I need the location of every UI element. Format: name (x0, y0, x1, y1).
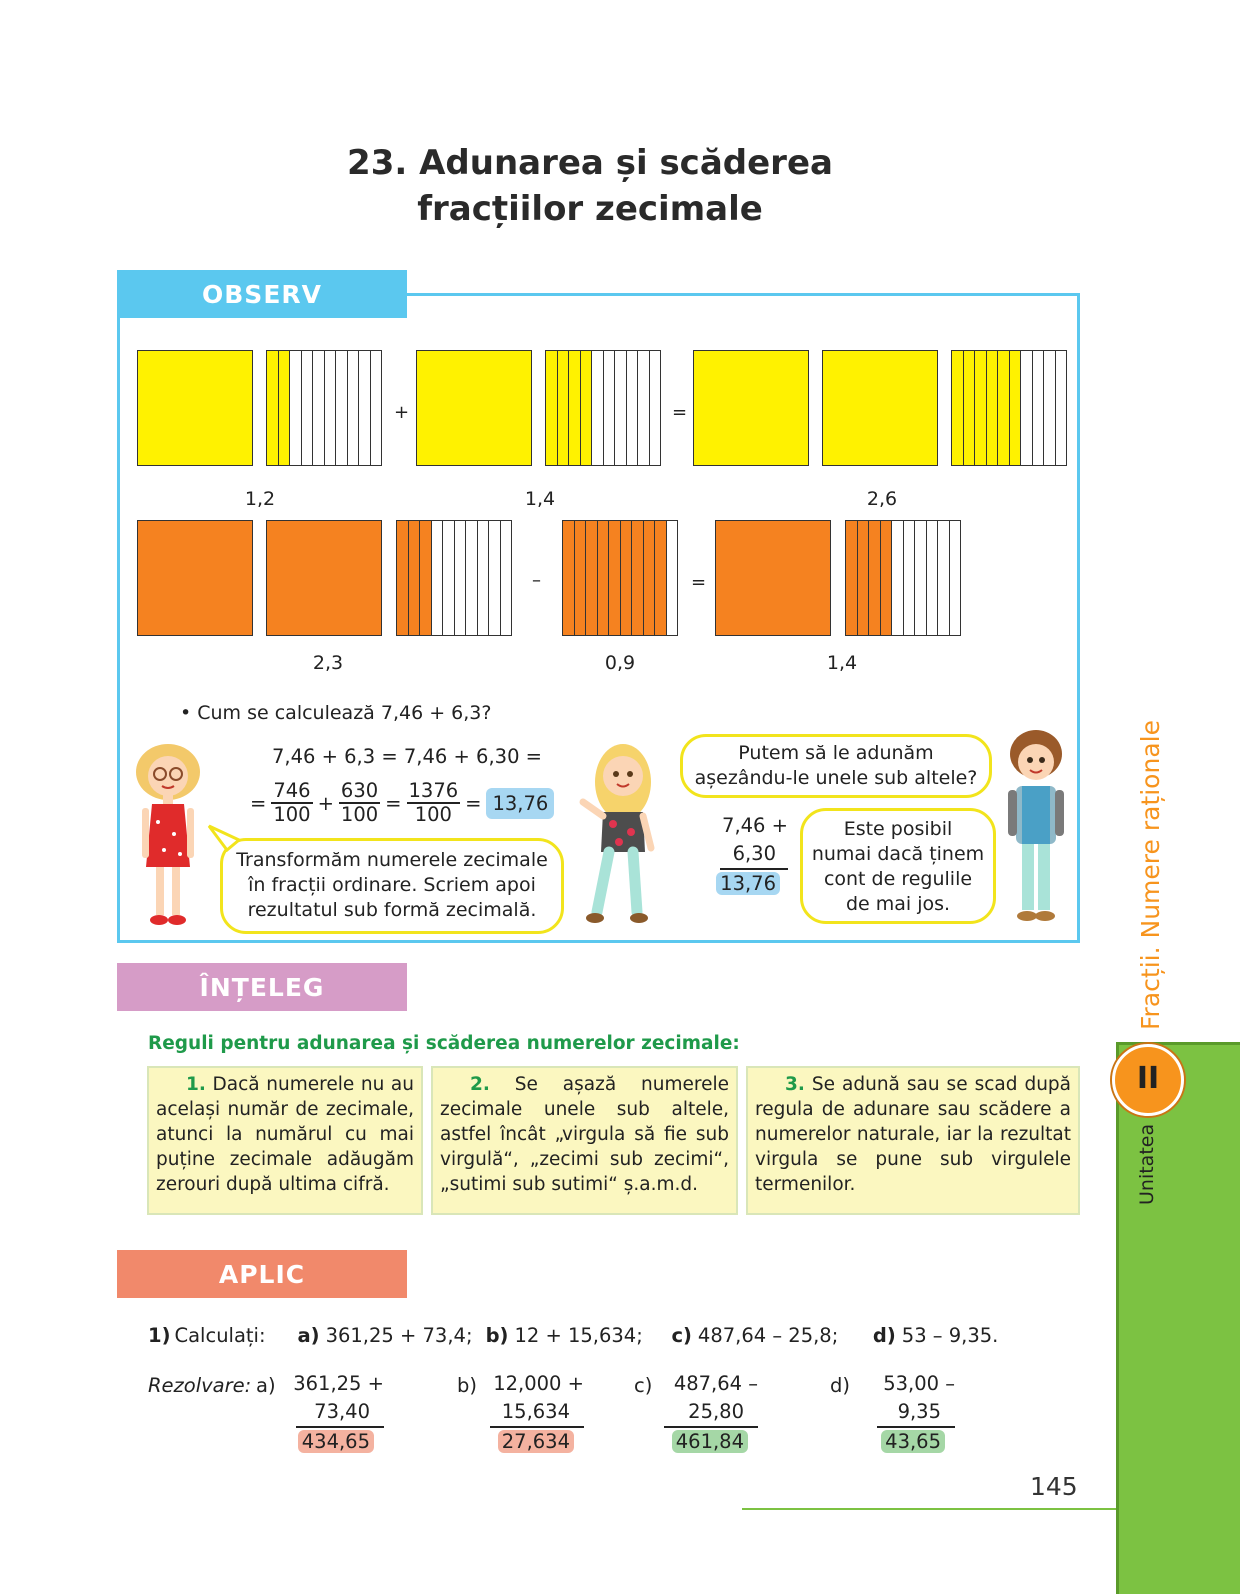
solution-bottom: 73,40 (296, 1398, 384, 1428)
girl-glasses-illustration (128, 742, 208, 934)
tenths-strip (951, 350, 1067, 466)
tenth-shaded (964, 351, 976, 465)
tenth-shaded (267, 351, 279, 465)
tenth-shaded (563, 521, 575, 635)
tenth-shaded (546, 351, 558, 465)
tenth-empty (501, 521, 512, 635)
solution-result-wrap (284, 1428, 384, 1456)
solution-result: 461,84 (672, 1430, 748, 1453)
solution-result: 434,65 (298, 1430, 374, 1453)
tenth-empty (443, 521, 455, 635)
solution-letter: c) (634, 1374, 653, 1397)
fraction (271, 780, 312, 826)
tenth-shaded (987, 351, 999, 465)
item-expr: 361,25 + 73,4; (325, 1324, 473, 1347)
equals-sign: = (691, 572, 707, 593)
solution-bottom: 9,35 (877, 1398, 955, 1428)
value-label: 1,2 (244, 488, 276, 510)
solution-result-wrap (658, 1428, 758, 1456)
observ-tab: OBSERV (117, 270, 407, 318)
item-letter: a) (297, 1324, 320, 1347)
bubble-line: de mai jos. (845, 893, 951, 915)
calc-line-1: 7,46 + 6,3 = 7,46 + 6,30 = (272, 745, 543, 768)
tenth-empty (359, 351, 371, 465)
tenth-empty (892, 521, 904, 635)
addend-2: 6,30 (720, 840, 788, 870)
bubble-line: așezându-le unele sub altele? (694, 767, 978, 789)
tenth-empty (1056, 351, 1067, 465)
question-text: • Cum se calculează 7,46 + 6,3? (180, 702, 492, 724)
value-label: 0,9 (604, 652, 636, 674)
tenths-strip (396, 520, 512, 636)
solution-bottom: 15,634 (490, 1398, 584, 1428)
value-label: 2,3 (312, 652, 344, 674)
tenth-shaded (846, 521, 858, 635)
item-letter: b) (485, 1324, 509, 1347)
item-letter: d) (872, 1324, 896, 1347)
bubble-tail (205, 822, 241, 852)
unit-square (715, 520, 831, 636)
tenth-empty (638, 351, 650, 465)
solution-top: 361,25 + (293, 1372, 384, 1395)
bubble-line: Putem să le adunăm (738, 742, 934, 764)
column-result: 13,76 (716, 872, 780, 895)
column-addition (708, 812, 788, 898)
tenth-empty (615, 351, 627, 465)
solution-letter: d) (830, 1374, 850, 1397)
bubble-line: numai dacă ținem (811, 843, 985, 865)
item-expr: 53 – 9,35. (901, 1324, 999, 1347)
rule-card-1 (147, 1066, 423, 1215)
girl-blonde-illustration (575, 742, 670, 934)
solution-result: 27,634 (498, 1430, 574, 1453)
tenth-shaded (598, 521, 610, 635)
bubble-line: Este posibil (843, 818, 953, 840)
item-expr: 487,64 – 25,8; (697, 1324, 839, 1347)
tenth-empty (667, 521, 678, 635)
item-expr: 12 + 15,634; (514, 1324, 643, 1347)
tenth-empty (1033, 351, 1045, 465)
rule-number: 3. (785, 1074, 805, 1095)
page-title-line2: fracțiilor zecimale (417, 189, 763, 229)
rule-text: Dacă numerele nu au același număr de zecimale, atunci la numărul cu mai puține zecimale adăugăm zerouri după ultima cifră. (156, 1074, 414, 1195)
rule-text: Se așază numerele zecimale unele sub altele, astfel încât „virgula să fie sub virgulă“, „zecimi sub zecimi“, „sutimi sub sutimi“ ș.a.m.d. (440, 1074, 729, 1195)
value-label: 1,4 (826, 652, 858, 674)
tenth-empty (455, 521, 467, 635)
tenth-empty (592, 351, 604, 465)
tenth-empty (1021, 351, 1033, 465)
unit-word: Unitatea (1136, 1123, 1158, 1205)
tenth-empty (478, 521, 490, 635)
tenth-shaded (397, 521, 409, 635)
tenth-shaded (420, 521, 432, 635)
value-label: 2,6 (866, 488, 898, 510)
tenth-empty (950, 521, 961, 635)
item-letter: c) (671, 1324, 692, 1347)
solution-label: Rezolvare: (148, 1374, 252, 1397)
solution-letter: b) (457, 1374, 477, 1397)
solution-d (865, 1370, 955, 1456)
bubble-line: cont de regulile (823, 868, 973, 890)
tenth-empty (432, 521, 444, 635)
column-result-wrap (708, 870, 788, 898)
rule-number: 1. (186, 1074, 206, 1095)
calc-line-2 (250, 780, 554, 826)
page-number: 145 (1030, 1472, 1078, 1501)
minus-sign: – (532, 570, 541, 591)
unit-square (693, 350, 809, 466)
solution-result-wrap (865, 1428, 955, 1456)
tenth-shaded (881, 521, 893, 635)
exercise-label: Calculați: (174, 1324, 266, 1347)
solution-c (658, 1370, 758, 1456)
rule-number: 2. (470, 1074, 490, 1095)
tenths-strip (562, 520, 678, 636)
plus-sign: + (394, 402, 410, 423)
tenth-empty (904, 521, 916, 635)
tenth-shaded (858, 521, 870, 635)
tenth-empty (466, 521, 478, 635)
rule-card-3 (746, 1066, 1080, 1215)
solution-a (284, 1370, 384, 1456)
tenths-strip (545, 350, 661, 466)
tenth-empty (927, 521, 939, 635)
rule-indent (440, 1074, 470, 1095)
exercise-statement (148, 1324, 998, 1347)
rule-indent (755, 1074, 785, 1095)
tenth-empty (650, 351, 661, 465)
tenth-shaded (279, 351, 291, 465)
equals-sign: = (385, 791, 402, 815)
tenth-empty (348, 351, 360, 465)
tenths-strip (266, 350, 382, 466)
bubble-line: Transformăm numerele zecimale (236, 849, 548, 871)
tenth-shaded (952, 351, 964, 465)
tenth-shaded (609, 521, 621, 635)
tenth-empty (938, 521, 950, 635)
solution-letter: a) (256, 1374, 276, 1397)
tenths-strip (845, 520, 961, 636)
speech-bubble-girl1 (220, 838, 564, 934)
tenth-empty (915, 521, 927, 635)
tenth-empty (627, 351, 639, 465)
tenth-shaded (632, 521, 644, 635)
aplic-tab: APLIC (117, 1250, 407, 1298)
unit-number: II (1136, 1061, 1160, 1096)
tenth-shaded (644, 521, 656, 635)
solution-result-wrap (484, 1428, 584, 1456)
tenth-empty (489, 521, 501, 635)
fraction (339, 780, 380, 826)
rule-card-2 (431, 1066, 738, 1215)
fraction (407, 780, 461, 826)
unit-square (822, 350, 938, 466)
denominator: 100 (414, 803, 452, 826)
numerator: 1376 (408, 779, 459, 802)
tenth-shaded (558, 351, 570, 465)
tenth-shaded (621, 521, 633, 635)
rules-heading: Reguli pentru adunarea și scăderea numerelor zecimale: (148, 1033, 740, 1054)
unit-square (266, 520, 382, 636)
result-highlight: 13,76 (486, 788, 554, 819)
solution-b (484, 1370, 584, 1456)
boy-illustration (1000, 726, 1072, 936)
unit-square (137, 520, 253, 636)
tenth-shaded (586, 521, 598, 635)
rule-text: Se adună sau se scad după regula de adunare sau scădere a numerelor naturale, iar la rezultat virgula se pune sub virgulele termenilor. (755, 1074, 1071, 1195)
tenth-empty (313, 351, 325, 465)
equals-sign: = (672, 402, 688, 423)
solution-top: 487,64 – (673, 1372, 758, 1395)
tenth-empty (290, 351, 302, 465)
rule-indent (156, 1074, 186, 1095)
bubble-line: în fracții ordinare. Scriem apoi (248, 874, 536, 896)
footer-line (742, 1508, 1120, 1510)
unit-badge (1112, 1044, 1184, 1116)
tenth-empty (336, 351, 348, 465)
tenth-shaded (869, 521, 881, 635)
value-label: 1,4 (524, 488, 556, 510)
tenth-empty (371, 351, 382, 465)
unit-subtitle: Fracții. Numere raționale (1136, 720, 1165, 1030)
page-title-line1: 23. Adunarea și scăderea (347, 143, 833, 183)
denominator: 100 (340, 803, 379, 826)
inteleg-tab: ÎNȚELEG (117, 963, 407, 1011)
numerator: 630 (340, 779, 379, 802)
tenth-empty (302, 351, 314, 465)
tenth-shaded (975, 351, 987, 465)
unit-square (416, 350, 532, 466)
speech-bubble-boy (800, 808, 996, 924)
tenth-shaded (569, 351, 581, 465)
numerator: 746 (273, 779, 311, 802)
tenth-shaded (655, 521, 667, 635)
equals-sign: = (465, 791, 482, 815)
exercise-number: 1) (148, 1324, 171, 1347)
tenth-empty (325, 351, 337, 465)
denominator: 100 (273, 803, 311, 826)
solution-top: 12,000 + (493, 1372, 584, 1395)
tenth-empty (604, 351, 616, 465)
tenth-shaded (575, 521, 587, 635)
tenth-shaded (1010, 351, 1022, 465)
tenth-empty (1044, 351, 1056, 465)
tenth-shaded (581, 351, 593, 465)
plus-sign: + (317, 791, 334, 815)
solution-result: 43,65 (881, 1430, 945, 1453)
speech-bubble-girl2 (680, 734, 992, 798)
tenth-shaded (998, 351, 1010, 465)
tenth-shaded (409, 521, 421, 635)
unit-side-bar (1116, 1042, 1240, 1594)
bubble-line: rezultatul sub formă zecimală. (247, 899, 537, 921)
addend-1: 7,46 + (722, 814, 788, 837)
solution-bottom: 25,80 (664, 1398, 758, 1428)
unit-square (137, 350, 253, 466)
solution-top: 53,00 – (883, 1372, 955, 1395)
equals-sign: = (250, 791, 267, 815)
